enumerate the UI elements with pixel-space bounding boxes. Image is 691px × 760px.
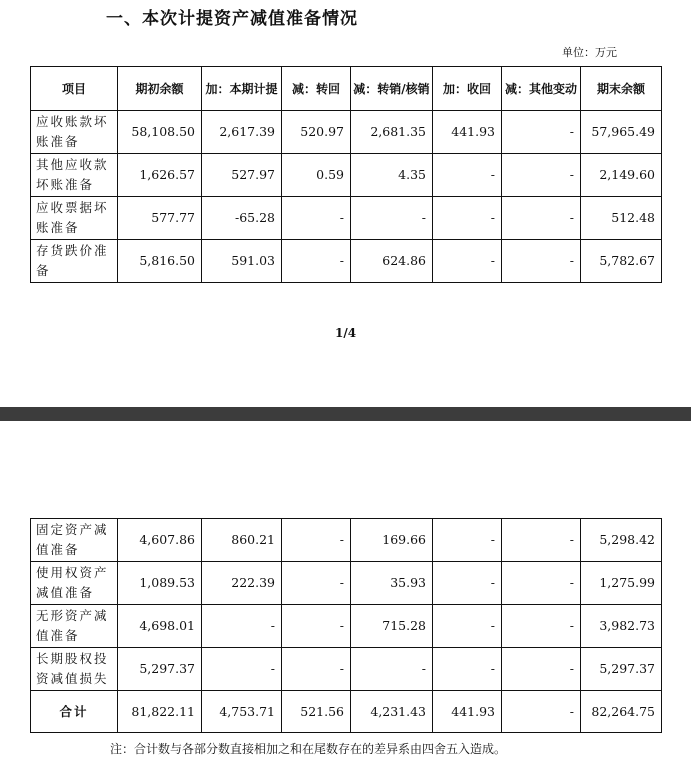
value-cell: - <box>282 605 351 648</box>
unit-label: 单位：万元 <box>562 46 617 59</box>
total-label-cell: 合计 <box>31 691 118 733</box>
total-value-cell: 441.93 <box>433 691 502 733</box>
value-cell: 715.28 <box>351 605 433 648</box>
table-row <box>31 197 662 240</box>
row-label-cell: 长期股权投资减值损失 <box>31 648 118 691</box>
value-cell: - <box>502 197 581 240</box>
value-cell: 3,982.73 <box>581 605 662 648</box>
value-cell: - <box>433 605 502 648</box>
value-cell: - <box>351 197 433 240</box>
value-cell: - <box>282 562 351 605</box>
value-cell: -65.28 <box>202 197 282 240</box>
value-cell: 441.93 <box>433 111 502 154</box>
footnote: 注：合计数与各部分数直接相加之和在尾数存在的差异系由四舍五入造成。 <box>110 742 507 756</box>
header-write-off: 减：转销/核销 <box>351 67 433 111</box>
value-cell: - <box>433 197 502 240</box>
value-cell: - <box>433 240 502 283</box>
value-cell: - <box>433 154 502 197</box>
value-cell: - <box>433 562 502 605</box>
table-body-part-2 <box>31 519 662 733</box>
table-body-part-1 <box>31 111 662 283</box>
total-value-cell: 81,822.11 <box>118 691 202 733</box>
value-cell: 4.35 <box>351 154 433 197</box>
value-cell: 1,626.57 <box>118 154 202 197</box>
value-cell: 5,297.37 <box>118 648 202 691</box>
row-label-cell: 固定资产减值准备 <box>31 519 118 562</box>
impairment-table-part-1 <box>30 66 662 283</box>
section-title: 一、本次计提资产减值准备情况 <box>106 9 358 29</box>
total-value-cell: 82,264.75 <box>581 691 662 733</box>
value-cell: 5,298.42 <box>581 519 662 562</box>
page-separator <box>0 407 691 421</box>
impairment-table-part-2 <box>30 518 662 733</box>
value-cell: 57,965.49 <box>581 111 662 154</box>
table-header-row <box>31 67 662 111</box>
row-label-cell: 存货跌价准备 <box>31 240 118 283</box>
value-cell: 591.03 <box>202 240 282 283</box>
value-cell: 0.59 <box>282 154 351 197</box>
value-cell: - <box>502 648 581 691</box>
value-cell: 2,149.60 <box>581 154 662 197</box>
table-row <box>31 605 662 648</box>
total-row <box>31 691 662 733</box>
value-cell: 35.93 <box>351 562 433 605</box>
value-cell: 2,681.35 <box>351 111 433 154</box>
value-cell: 577.77 <box>118 197 202 240</box>
value-cell: - <box>282 648 351 691</box>
value-cell: 1,089.53 <box>118 562 202 605</box>
value-cell: - <box>433 519 502 562</box>
total-value-cell: 4,231.43 <box>351 691 433 733</box>
value-cell: 5,782.67 <box>581 240 662 283</box>
value-cell: - <box>202 648 282 691</box>
value-cell: - <box>282 240 351 283</box>
value-cell: 4,607.86 <box>118 519 202 562</box>
value-cell: - <box>502 154 581 197</box>
value-cell: - <box>202 605 282 648</box>
value-cell: 860.21 <box>202 519 282 562</box>
table-row <box>31 154 662 197</box>
value-cell: 4,698.01 <box>118 605 202 648</box>
value-cell: 222.39 <box>202 562 282 605</box>
page-number: 1/4 <box>335 326 357 340</box>
value-cell: 5,297.37 <box>581 648 662 691</box>
value-cell: - <box>433 648 502 691</box>
value-cell: - <box>282 519 351 562</box>
value-cell: - <box>502 111 581 154</box>
value-cell: 520.97 <box>282 111 351 154</box>
value-cell: - <box>502 519 581 562</box>
header-provision: 加：本期计提 <box>202 67 282 111</box>
header-recovery: 加：收回 <box>433 67 502 111</box>
value-cell: 1,275.99 <box>581 562 662 605</box>
table-row <box>31 240 662 283</box>
row-label-cell: 应收票据坏账准备 <box>31 197 118 240</box>
header-opening-balance: 期初余额 <box>118 67 202 111</box>
header-item: 项目 <box>31 67 118 111</box>
value-cell: 58,108.50 <box>118 111 202 154</box>
value-cell: 624.86 <box>351 240 433 283</box>
table-row <box>31 648 662 691</box>
value-cell: - <box>282 197 351 240</box>
header-other-change: 减：其他变动 <box>502 67 581 111</box>
value-cell: 5,816.50 <box>118 240 202 283</box>
row-label-cell: 应收账款坏账准备 <box>31 111 118 154</box>
row-label-cell: 使用权资产减值准备 <box>31 562 118 605</box>
value-cell: 527.97 <box>202 154 282 197</box>
value-cell: - <box>502 240 581 283</box>
value-cell: 512.48 <box>581 197 662 240</box>
value-cell: 2,617.39 <box>202 111 282 154</box>
row-label-cell: 无形资产减值准备 <box>31 605 118 648</box>
value-cell: - <box>351 648 433 691</box>
table-row <box>31 519 662 562</box>
table-row <box>31 111 662 154</box>
total-value-cell: 4,753.71 <box>202 691 282 733</box>
value-cell: - <box>502 605 581 648</box>
value-cell: 169.66 <box>351 519 433 562</box>
total-value-cell: 521.56 <box>282 691 351 733</box>
total-value-cell: - <box>502 691 581 733</box>
header-closing-balance: 期末余额 <box>581 67 662 111</box>
table-row <box>31 562 662 605</box>
header-reversal: 减：转回 <box>282 67 351 111</box>
value-cell: - <box>502 562 581 605</box>
row-label-cell: 其他应收款坏账准备 <box>31 154 118 197</box>
